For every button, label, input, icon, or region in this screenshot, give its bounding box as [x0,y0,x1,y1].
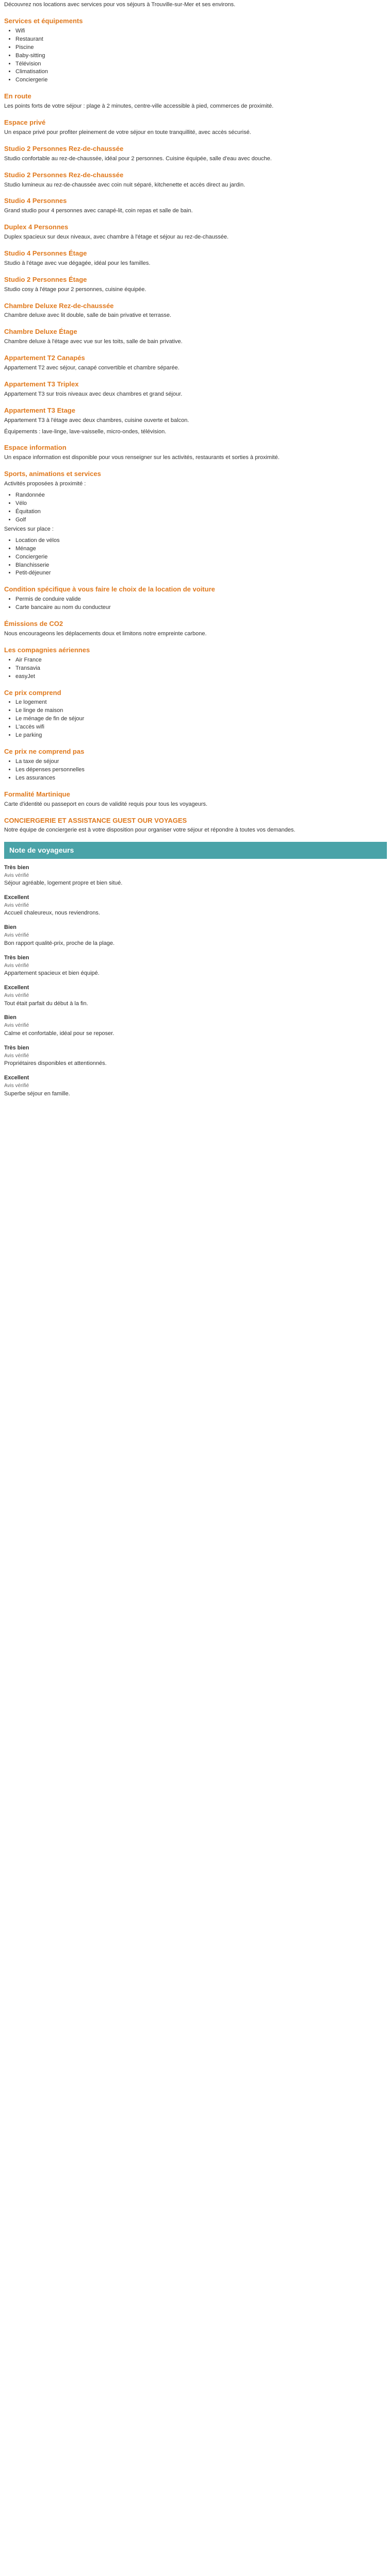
comprend-heading: Ce prix comprend [4,688,61,697]
service-item: • Piscine [15,44,387,52]
formalite-heading: Formalité Martinique [4,790,70,798]
studio5-heading: Studio 2 Personnes Étage [4,275,87,283]
review-meta: Avis vérifié [4,1053,29,1059]
airline-item: • easyJet [15,673,387,681]
service-item: • Climatisation [15,68,387,76]
review-text: Superbe séjour en famille. [4,1090,70,1097]
espace-info-heading: Espace information [4,444,67,452]
chambre1-heading: Chambre Deluxe Rez-de-chaussée [4,301,114,310]
conciergerie-text: Notre équipe de conciergerie est à votre disposition pour organiser votre séjour et répondre à toutes vos demandes. [4,827,296,834]
emissions-text: Nous encourageons les déplacements doux et limitons notre empreinte carbone. [4,630,207,637]
sports-text2: Services sur place : [4,526,54,532]
review-text: Accueil chaleureux, nous reviendrons. [4,910,100,917]
review-item [4,1074,387,1098]
comprend-list [4,699,387,740]
review-item [4,894,387,918]
included-item: • L'accès wifi [15,723,387,732]
studio2-heading: Studio 2 Personnes Rez-de-chaussée [4,171,124,179]
review-title: Très bien [4,864,29,871]
en-route-text: Les points forts de votre séjour : plage à 2 minutes, centre-ville accessible à pied, commerces de proximité. [4,103,274,110]
excluded-item: • Les assurances [15,774,387,783]
studio3-heading: Studio 4 Personnes [4,197,67,205]
review-meta: Avis vérifié [4,962,29,969]
review-title: Excellent [4,1075,29,1081]
review-meta: Avis vérifié [4,1023,29,1029]
duplex-heading: Duplex 4 Personnes [4,223,69,231]
review-text: Appartement spacieux et bien équipé. [4,970,100,977]
studio3-text: Grand studio pour 4 personnes avec canapé-lit, coin repas et salle de bain. [4,208,193,214]
excluded-item: • Les dépenses personnelles [15,766,387,774]
review-item [4,864,387,888]
sports-item: • Équitation [15,508,387,516]
appt1-heading: Appartement T2 Canapés [4,354,85,362]
airlines-list [4,656,387,681]
review-text: Séjour agréable, logement propre et bien situé. [4,880,123,887]
service-item: • Télévision [15,60,387,69]
service-item: • Baby-sitting [15,52,387,60]
review-text: Bon rapport qualité-prix, proche de la plage. [4,940,115,946]
review-text: Calme et confortable, idéal pour se reposer. [4,1030,115,1037]
review-meta: Avis vérifié [4,872,29,878]
service-onsite-item: • Blanchisserie [15,562,387,570]
appt3-text2: Équipements : lave-linge, lave-vaisselle, micro-ondes, télévision. [4,428,167,435]
sports-item: • Randonnée [15,492,387,500]
review-meta: Avis vérifié [4,933,29,939]
services-list [4,27,387,85]
studio4-heading: Studio 4 Personnes Étage [4,249,87,258]
included-item: • Le parking [15,732,387,740]
review-meta: Avis vérifié [4,902,29,908]
chambre1-text: Chambre deluxe avec lit double, salle de bain privative et terrasse. [4,312,172,319]
review-title: Excellent [4,985,29,991]
review-title: Très bien [4,1044,29,1051]
condition-heading: Condition spécifique à vous faire le choix de la location de voiture [4,585,215,594]
ne-comprend-list [4,758,387,783]
sports-item: • Golf [15,516,387,524]
intro-text: Découvrez nos locations avec services pour vos séjours à Trouville-sur-Mer et ses environs. [4,2,236,8]
chambre2-text: Chambre deluxe à l'étage avec vue sur les toits, salle de bain privative. [4,338,183,345]
airline-item: • Transavia [15,665,387,673]
sports-item: • Vélo [15,500,387,508]
appt2-text: Appartement T3 sur trois niveaux avec deux chambres et grand séjour. [4,391,183,397]
espace-prive-heading: Espace privé [4,118,46,127]
sports-heading: Sports, animations et services [4,470,101,478]
duplex-text: Duplex spacieux sur deux niveaux, avec chambre à l'étage et séjour au rez-de-chaussée. [4,234,229,241]
review-item [4,1044,387,1068]
page-content [0,0,391,1110]
studio5-text: Studio cosy à l'étage pour 2 personnes, cuisine équipée. [4,286,146,293]
review-text: Tout était parfait du début à la fin. [4,1000,88,1007]
reviews-banner: Note de voyageurs [4,842,387,858]
sports-text: Activités proposées à proximité : [4,481,86,487]
service-onsite-item: • Conciergerie [15,553,387,562]
airlines-heading: Les compagnies aériennes [4,646,90,654]
review-title: Très bien [4,954,29,961]
review-title: Excellent [4,894,29,901]
conciergerie-heading: CONCIERGERIE ET ASSISTANCE GUEST OUR VOYAGES [4,816,187,824]
appt3-text: Appartement T3 à l'étage avec deux chambres, cuisine ouverte et balcon. [4,417,189,423]
emissions-heading: Émissions de CO2 [4,620,63,628]
review-text: Propriétaires disponibles et attentionnés. [4,1060,107,1067]
review-item [4,1014,387,1038]
review-title: Bien [4,1014,17,1021]
studio4-text: Studio à l'étage avec vue dégagée, idéal pour les familles. [4,260,151,266]
studio1-text: Studio confortable au rez-de-chaussée, idéal pour 2 personnes. Cuisine équipée, salle d'eau avec douche. [4,155,272,162]
included-item: • Le logement [15,699,387,707]
reviews-list [4,864,387,1098]
review-title: Bien [4,924,17,931]
en-route-heading: En route [4,92,31,100]
included-item: • Le ménage de fin de séjour [15,715,387,723]
review-item [4,954,387,978]
review-meta: Avis vérifié [4,993,29,999]
service-item: • Restaurant [15,36,387,44]
condition-item: • Carte bancaire au nom du conducteur [15,604,387,612]
condition-item: • Permis de conduire valide [15,596,387,604]
review-meta: Avis vérifié [4,1083,29,1089]
service-item: • Conciergerie [15,76,387,84]
review-item [4,924,387,947]
studio2-text: Studio lumineux au rez-de-chaussée avec coin nuit séparé, kitchenette et accès direct au jardin. [4,181,246,188]
sports-list [4,492,387,524]
condition-list [4,596,387,612]
included-item: • Le linge de maison [15,707,387,715]
formalite-text: Carte d'identité ou passeport en cours de validité requis pour tous les voyageurs. [4,801,208,807]
espace-prive-text: Un espace privé pour profiter pleinement de votre séjour en toute tranquillité, avec accès sécurisé. [4,129,251,135]
review-item [4,984,387,1008]
sports-list2 [4,537,387,578]
service-item: • Wifi [15,27,387,36]
appt2-heading: Appartement T3 Triplex [4,380,79,388]
service-onsite-item: • Location de vélos [15,537,387,545]
appt1-text: Appartement T2 avec séjour, canapé convertible et chambre séparée. [4,365,180,371]
airline-item: • Air France [15,656,387,665]
service-onsite-item: • Ménage [15,545,387,553]
studio1-heading: Studio 2 Personnes Rez-de-chaussée [4,144,124,152]
excluded-item: • La taxe de séjour [15,758,387,766]
ne-comprend-heading: Ce prix ne comprend pas [4,748,85,756]
service-onsite-item: • Petit-déjeuner [15,569,387,578]
services-heading: Services et équipements [4,16,83,25]
espace-info-text: Un espace information est disponible pour vous renseigner sur les activités, restaurants et sorties à proximité. [4,454,280,461]
appt3-heading: Appartement T3 Etage [4,406,75,414]
chambre2-heading: Chambre Deluxe Étage [4,328,77,336]
